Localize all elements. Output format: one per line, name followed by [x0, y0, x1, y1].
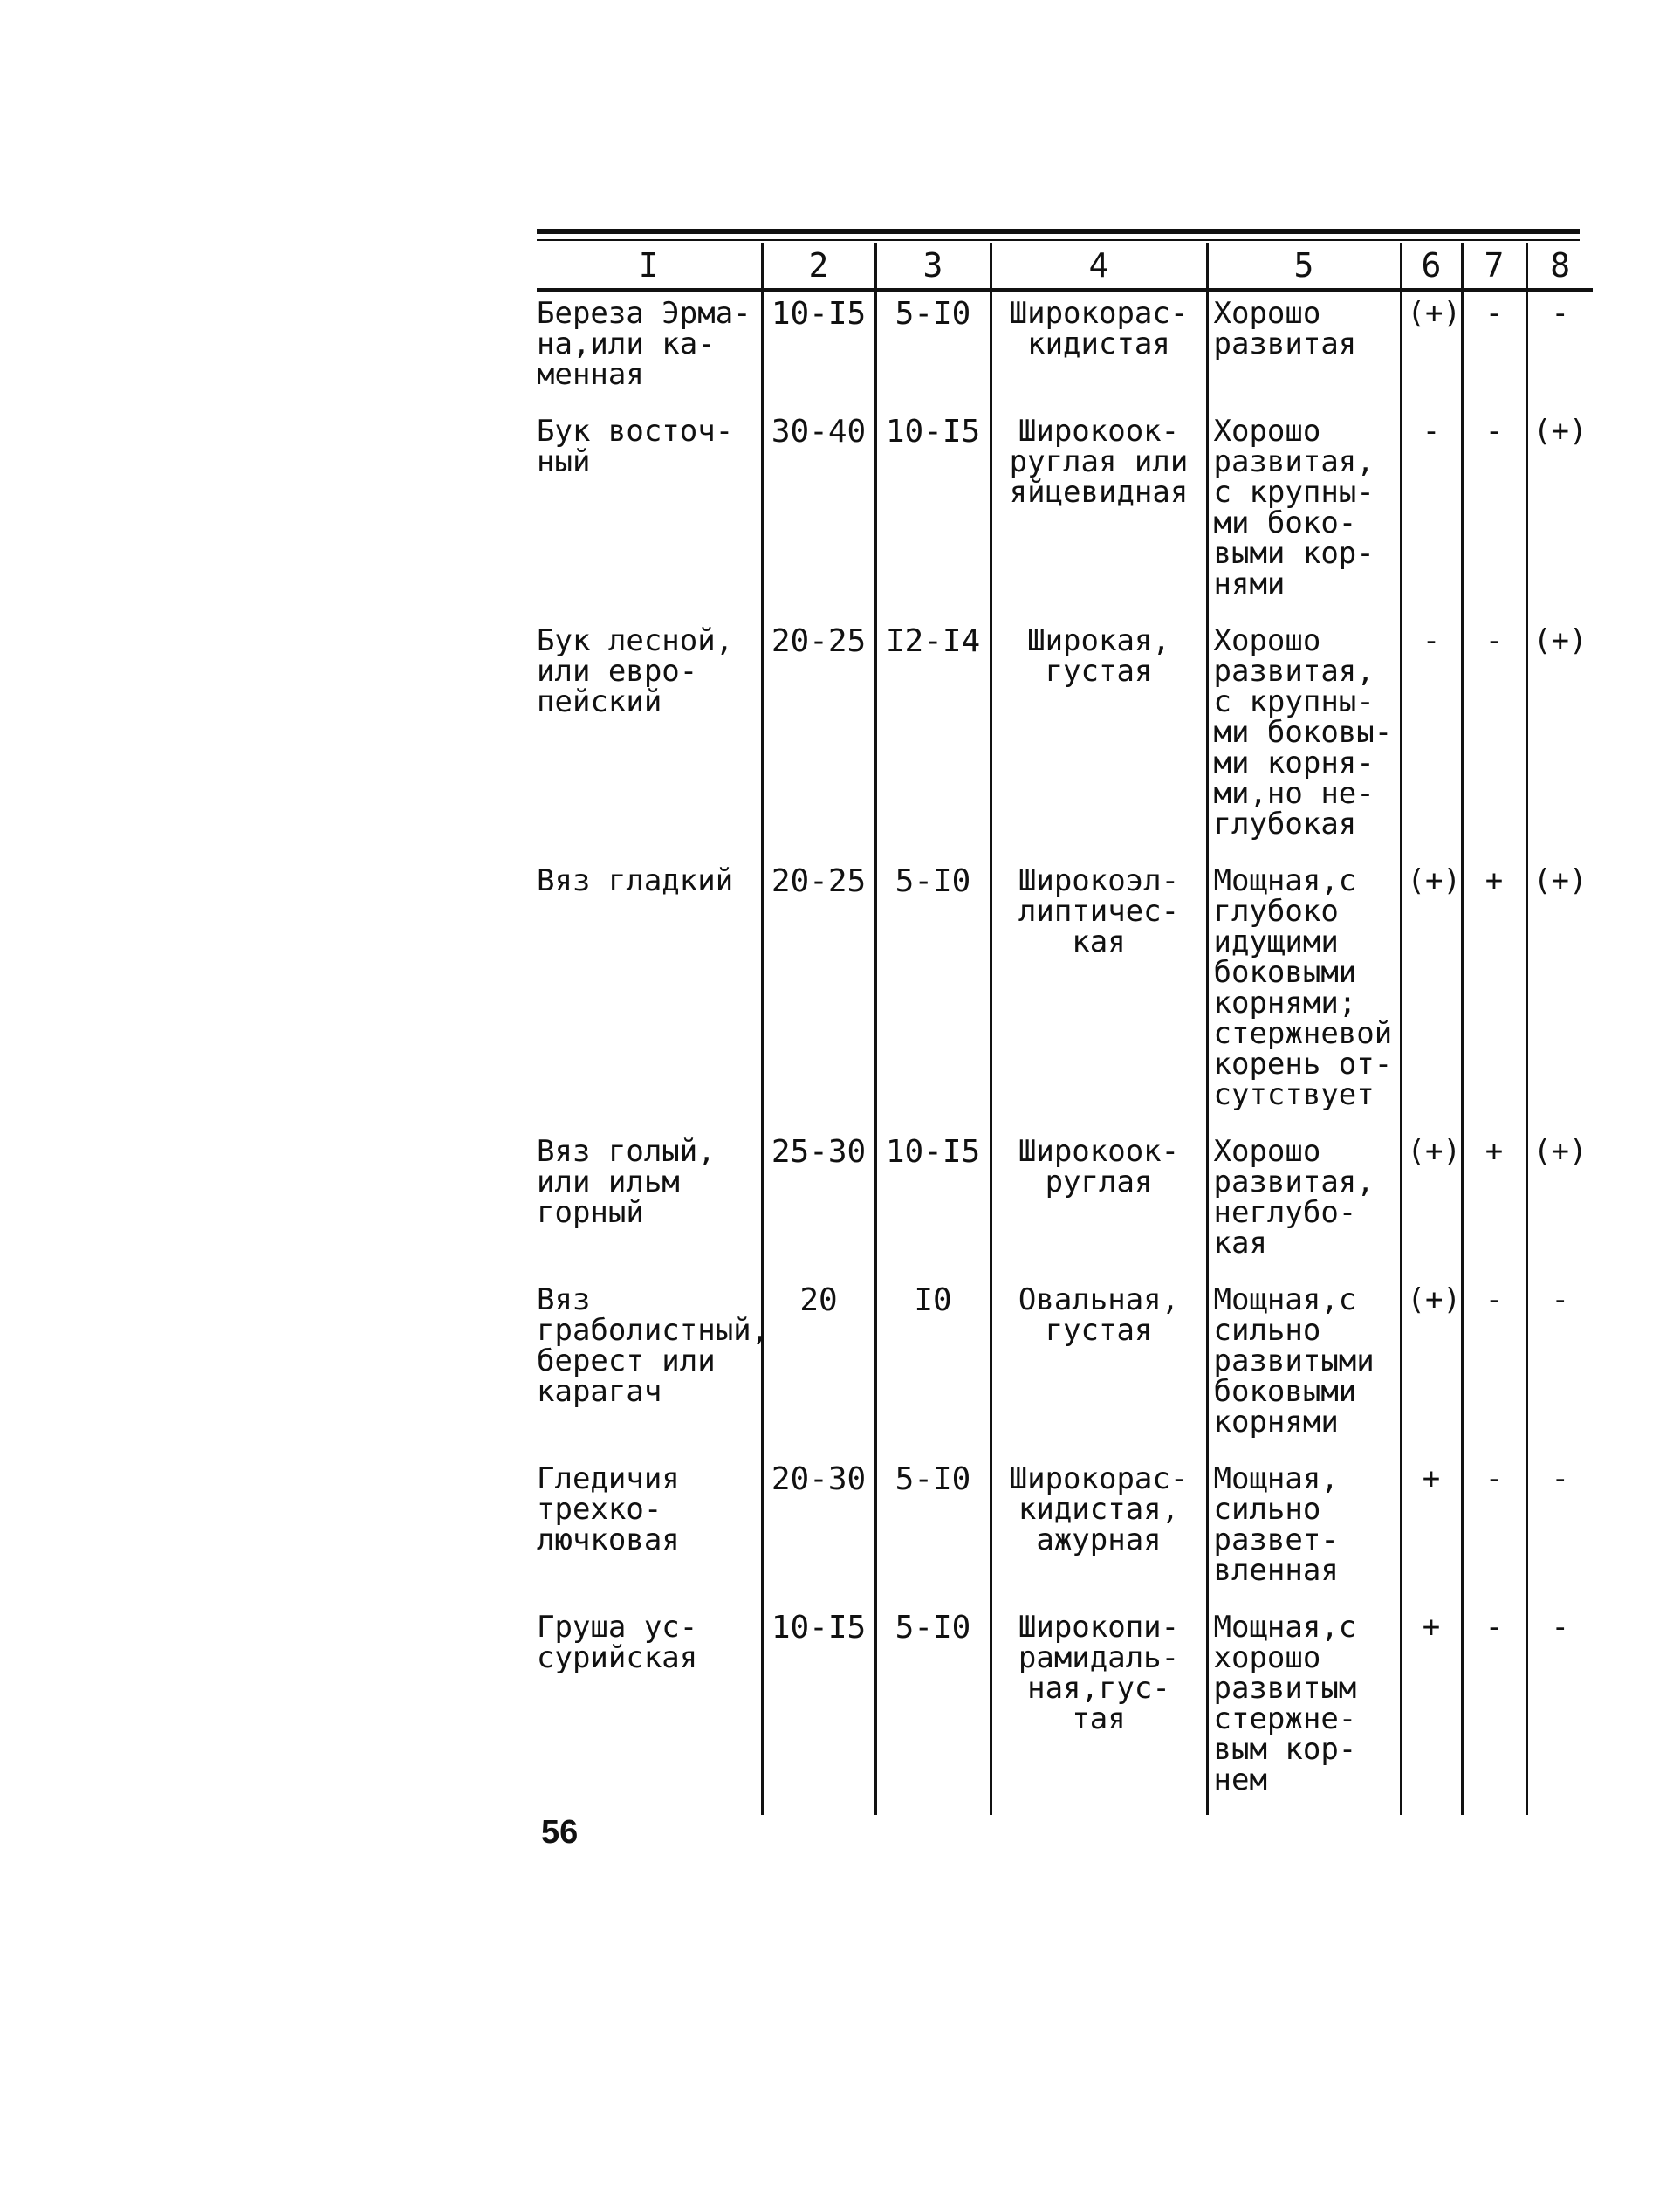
header-col-4: 4: [991, 243, 1207, 290]
table-row: [537, 1130, 1593, 1278]
crown-shape-cell: Широкоок- руглая или яйцевидная: [991, 409, 1207, 619]
col6-cell: (+): [1401, 859, 1462, 1130]
species-cell: Бук восточ- ный: [537, 414, 734, 479]
root-system-cell: Хорошо развитая, неглубо- кая: [1207, 1130, 1401, 1278]
col7-cell: -: [1462, 1605, 1526, 1815]
height-cell: 20-30: [762, 1457, 875, 1605]
table-top-rule-thin: [537, 239, 1580, 241]
col7-cell: +: [1462, 1130, 1526, 1278]
col8-cell: (+): [1526, 409, 1593, 619]
crown-diameter-cell: 5-I0: [875, 290, 991, 409]
root-system-cell: Мощная,с сильно развитыми боковыми корнями: [1207, 1278, 1401, 1457]
crown-diameter-cell: 10-I5: [875, 409, 991, 619]
root-system-cell: Хорошо развитая: [1207, 290, 1401, 409]
table-row: [537, 619, 1593, 859]
col6-cell: -: [1401, 619, 1462, 859]
col8-cell: -: [1526, 290, 1593, 409]
crown-diameter-cell: I0: [875, 1278, 991, 1457]
height-cell: 10-I5: [762, 1605, 875, 1815]
table-row: [537, 1605, 1593, 1815]
col6-cell: +: [1401, 1457, 1462, 1605]
header-col-2: 2: [762, 243, 875, 290]
height-cell: 25-30: [762, 1130, 875, 1278]
root-system-cell: Мощная,с глубоко идущими боковыми корнями; стержневой корень от- сутствует: [1207, 859, 1401, 1130]
species-cell: Гледичия трехко- лючковая: [537, 1461, 680, 1557]
table-top-rule: [537, 229, 1580, 234]
header-col-7: 7: [1462, 243, 1526, 290]
crown-diameter-cell: 5-I0: [875, 1457, 991, 1605]
crown-shape-cell: Овальная, густая: [991, 1278, 1207, 1457]
header-col-8: 8: [1526, 243, 1593, 290]
header-col-6: 6: [1401, 243, 1462, 290]
table-row: [537, 290, 1593, 409]
crown-shape-cell: Широкопи- рамидаль- ная,гус- тая: [991, 1605, 1207, 1815]
species-cell: Бук лесной, или евро- пейский: [537, 623, 734, 719]
species-cell: Груша ус- сурийская: [537, 1610, 698, 1675]
root-system-cell: Хорошо развитая, с крупны- ми боко- выми кор- нями: [1207, 409, 1401, 619]
crown-diameter-cell: 10-I5: [875, 1130, 991, 1278]
species-cell: Вяз голый, или ильм горный: [537, 1134, 716, 1230]
col7-cell: -: [1462, 619, 1526, 859]
col7-cell: -: [1462, 1278, 1526, 1457]
header-col-5: 5: [1207, 243, 1401, 290]
height-cell: 20: [762, 1278, 875, 1457]
col6-cell: (+): [1401, 290, 1462, 409]
col8-cell: -: [1526, 1278, 1593, 1457]
col6-cell: -: [1401, 409, 1462, 619]
crown-diameter-cell: 5-I0: [875, 1605, 991, 1815]
crown-diameter-cell: 5-I0: [875, 859, 991, 1130]
col8-cell: (+): [1526, 1130, 1593, 1278]
col8-cell: (+): [1526, 619, 1593, 859]
table-row: [537, 1457, 1593, 1605]
col6-cell: +: [1401, 1605, 1462, 1815]
species-cell: Вяз гладкий: [537, 863, 734, 898]
page-number: 56: [541, 1814, 579, 1851]
crown-shape-cell: Широкоок- руглая: [991, 1130, 1207, 1278]
table-row: [537, 409, 1593, 619]
crown-shape-cell: Широкорас- кидистая: [991, 290, 1207, 409]
col8-cell: (+): [1526, 859, 1593, 1130]
crown-shape-cell: Широкая, густая: [991, 619, 1207, 859]
height-cell: 30-40: [762, 409, 875, 619]
header-row: [537, 243, 1593, 290]
root-system-cell: Мощная, сильно развет- вленная: [1207, 1457, 1401, 1605]
col8-cell: -: [1526, 1605, 1593, 1815]
col7-cell: -: [1462, 409, 1526, 619]
height-cell: 20-25: [762, 619, 875, 859]
root-system-cell: Мощная,с хорошо развитым стержне- вым кор- нем: [1207, 1605, 1401, 1815]
table-row: [537, 859, 1593, 1130]
col7-cell: -: [1462, 1457, 1526, 1605]
col7-cell: +: [1462, 859, 1526, 1130]
species-cell: Береза Эрма- на,или ка- менная: [537, 296, 751, 392]
crown-shape-cell: Широкорас- кидистая, ажурная: [991, 1457, 1207, 1605]
root-system-cell: Хорошо развитая, с крупны- ми боковы- ми корня- ми,но не- глубокая: [1207, 619, 1401, 859]
height-cell: 20-25: [762, 859, 875, 1130]
table-row: [537, 1278, 1593, 1457]
col6-cell: (+): [1401, 1130, 1462, 1278]
col8-cell: -: [1526, 1457, 1593, 1605]
col7-cell: -: [1462, 290, 1526, 409]
col6-cell: (+): [1401, 1278, 1462, 1457]
crown-diameter-cell: I2-I4: [875, 619, 991, 859]
height-cell: 10-I5: [762, 290, 875, 409]
crown-shape-cell: Широкоэл- липтичес- кая: [991, 859, 1207, 1130]
tree-characteristics-table: [537, 243, 1593, 1815]
species-cell: Вяз граболистный, берест или карагач: [537, 1282, 770, 1409]
header-col-1: I: [537, 243, 762, 290]
header-col-3: 3: [875, 243, 991, 290]
